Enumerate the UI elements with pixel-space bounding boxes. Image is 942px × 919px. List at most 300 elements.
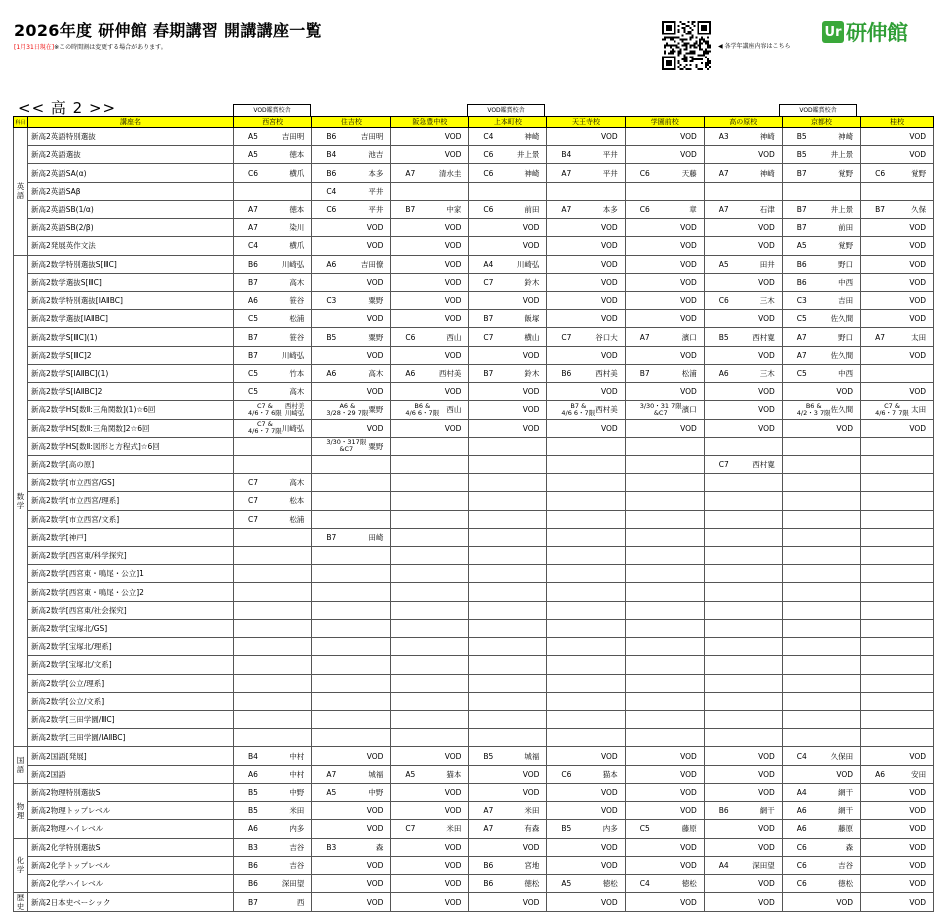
vod-label: VOD (758, 897, 775, 907)
course-name[interactable]: 新高2英語特別選抜 (28, 128, 234, 146)
teacher-name: 松浦 (681, 368, 697, 378)
vod-label: VOD (909, 824, 927, 834)
schedule-cell (312, 237, 391, 255)
class-slot: B5 (561, 824, 572, 834)
schedule-cell (234, 128, 312, 146)
teacher-name: 神崎 (524, 132, 540, 142)
schedule-cell (469, 583, 547, 601)
class-slot: C4 (483, 132, 494, 142)
class-slot: C4 (639, 879, 650, 889)
vod-label: VOD (444, 150, 462, 160)
course-name[interactable]: 新高2英語選抜 (28, 146, 234, 164)
vod-label: VOD (909, 806, 927, 816)
table-row (14, 674, 934, 692)
vod-label: VOD (909, 150, 927, 160)
schedule-cell (625, 437, 704, 455)
course-name[interactable]: 新高2物理トップレベル (28, 802, 234, 820)
schedule-cell (234, 237, 312, 255)
course-name[interactable]: 新高2英語SB(1/α) (28, 200, 234, 218)
schedule-cell (234, 219, 312, 237)
teacher-name: 網干 (838, 806, 854, 816)
course-name[interactable]: 新高2数学S[ⅠAⅡBC](1) (28, 364, 234, 382)
schedule-cell (312, 146, 391, 164)
schedule-cell (782, 838, 860, 856)
schedule-cell (782, 547, 860, 565)
subject-label: 英 語 (14, 128, 28, 256)
teacher-name: 吉田僚 (360, 259, 384, 269)
schedule-cell (861, 310, 934, 328)
schedule-cell (704, 747, 782, 765)
course-name[interactable]: 新高2数学[西宮東/科学探究] (28, 547, 234, 565)
teacher-name: 安田 (911, 769, 927, 779)
vod-label: VOD (444, 860, 462, 870)
schedule-cell (861, 692, 934, 710)
schedule-cell (625, 291, 704, 309)
teacher-name: 宮地 (524, 860, 540, 870)
vod-label: VOD (366, 314, 384, 324)
teacher-name: 川崎弘 (516, 259, 540, 269)
vod-label: VOD (758, 824, 775, 834)
schedule-cell (861, 437, 934, 455)
schedule-cell (312, 565, 391, 583)
vod-label: VOD (680, 806, 697, 816)
schedule-cell (704, 200, 782, 218)
teacher-name: 城福 (524, 751, 540, 761)
school-header: 学園前校 (625, 117, 704, 128)
vod-label: VOD (909, 842, 927, 852)
teacher-name: 中西 (838, 368, 854, 378)
course-name[interactable]: 新高2数学[高の原] (28, 455, 234, 473)
course-name[interactable]: 新高2化学ハイレベル (28, 874, 234, 892)
schedule-cell (234, 601, 312, 619)
schedule-cell (234, 182, 312, 200)
vod-label: VOD (522, 405, 540, 415)
vod-label: VOD (680, 241, 697, 251)
schedule-cell (782, 346, 860, 364)
vod-label: VOD (601, 806, 618, 816)
class-slot: A4 (483, 259, 494, 269)
schedule-cell (391, 200, 469, 218)
schedule-cell (704, 528, 782, 546)
course-name[interactable]: 新高2数学HS[数Ⅱ:三角関数](1)☆6回 (28, 401, 234, 419)
schedule-cell (704, 583, 782, 601)
class-slot: B7 (326, 532, 337, 542)
course-name[interactable]: 新高2国語 (28, 765, 234, 783)
schedule-cell (861, 765, 934, 783)
schedule-cell (547, 547, 625, 565)
teacher-name: 松浦 (289, 514, 305, 524)
schedule-cell (312, 528, 391, 546)
course-name[interactable]: 新高2数学選抜S[ⅢC] (28, 273, 234, 291)
class-slot: C3 (326, 296, 337, 306)
table-row (14, 474, 934, 492)
schedule-cell (469, 674, 547, 692)
vod-label: VOD (909, 277, 927, 287)
teacher-name: 粟野 (368, 405, 384, 415)
schedule-cell (547, 802, 625, 820)
teacher-name: 平井 (368, 186, 384, 196)
teacher-name: 森 (375, 842, 384, 852)
schedule-cell (391, 437, 469, 455)
teacher-name: 濱口 (681, 332, 697, 342)
schedule-cell (782, 492, 860, 510)
schedule-cell (782, 820, 860, 838)
table-row (14, 419, 934, 437)
schedule-cell (469, 729, 547, 747)
teacher-name: 西山 (446, 332, 462, 342)
class-slot: B6 (561, 368, 572, 378)
teacher-name: 神崎 (759, 132, 775, 142)
teacher-name: 野口 (838, 332, 854, 342)
schedule-cell (391, 656, 469, 674)
course-name[interactable]: 新高2日本史ベーシック (28, 893, 234, 912)
schedule-cell (312, 583, 391, 601)
vod-label: VOD (601, 387, 618, 397)
vod-label: VOD (909, 787, 927, 797)
class-slot: B5 (248, 806, 258, 816)
teacher-name: 三木 (759, 368, 775, 378)
schedule-cell (391, 455, 469, 473)
teacher-name: 猫本 (446, 769, 462, 779)
schedule-cell (469, 419, 547, 437)
schedule-cell (861, 346, 934, 364)
vod-label: VOD (366, 806, 384, 816)
course-name[interactable]: 新高2数学[三田学園/ⅠAⅡBC] (28, 729, 234, 747)
course-name[interactable]: 新高2数学[西宮東/社会探究] (28, 601, 234, 619)
vod-label: VOD (522, 787, 540, 797)
schedule-cell (861, 583, 934, 601)
schedule-cell (391, 273, 469, 291)
teacher-name: 高木 (289, 277, 305, 287)
schedule-cell (391, 711, 469, 729)
course-name[interactable]: 新高2数学[市立西宮/文系] (28, 510, 234, 528)
vod-label: VOD (444, 241, 462, 251)
schedule-cell (469, 200, 547, 218)
vod-label: VOD (758, 405, 775, 415)
class-slot: A7 (405, 168, 416, 178)
schedule-cell (547, 200, 625, 218)
school-header: 桂校 (861, 117, 934, 128)
teacher-name: 吉谷 (838, 860, 854, 870)
vod-label: VOD (366, 824, 384, 834)
course-name[interactable]: 新高2数学HS[数Ⅱ:三角関数]2☆6回 (28, 419, 234, 437)
note-text: ※この時間割は変更する場合があります。 (54, 44, 167, 51)
schedule-cell (782, 182, 860, 200)
course-name[interactable]: 新高2数学[市立西宮/理系] (28, 492, 234, 510)
class-slot: C6 (796, 879, 807, 889)
schedule-cell (625, 273, 704, 291)
schedule-cell (625, 200, 704, 218)
schedule-cell (625, 711, 704, 729)
schedule-cell (312, 310, 391, 328)
schedule-cell (469, 638, 547, 656)
class-slot: C7 & 4/6・7 7限 (248, 420, 282, 436)
teacher-name: 米田 (289, 806, 305, 816)
teacher-name: 覚野 (838, 241, 854, 251)
schedule-cell (704, 346, 782, 364)
course-name[interactable]: 新高2数学[宝塚北/文系] (28, 656, 234, 674)
class-slot: A6 & 3/28・29 7限 (326, 401, 369, 417)
schedule-cell (625, 528, 704, 546)
schedule-cell (782, 729, 860, 747)
schedule-cell (625, 765, 704, 783)
schedule-cell (312, 273, 391, 291)
vod-label: VOD (758, 751, 775, 761)
vod-label: VOD (680, 277, 697, 287)
teacher-name: 天藤 (681, 168, 697, 178)
course-name[interactable]: 新高2数学HS[数Ⅱ:図形と方程式]☆6回 (28, 437, 234, 455)
schedule-cell (861, 802, 934, 820)
schedule-cell (861, 510, 934, 528)
schedule-cell (469, 364, 547, 382)
schedule-cell (234, 692, 312, 710)
schedule-cell (469, 128, 547, 146)
table-row (14, 802, 934, 820)
schedule-cell (234, 838, 312, 856)
course-name[interactable]: 新高2数学[公立/理系] (28, 674, 234, 692)
vod-label: VOD (444, 314, 462, 324)
schedule-cell (782, 364, 860, 382)
class-slot: A7 (796, 332, 807, 342)
class-slot: A6 (875, 769, 885, 779)
class-slot: C6 (796, 842, 807, 852)
class-slot: C7 (248, 514, 259, 524)
schedule-cell (391, 474, 469, 492)
teacher-name: 川崎弘 (281, 259, 305, 269)
teacher-name: 西村美 (595, 368, 618, 378)
vod-label: VOD (836, 423, 854, 433)
schedule-cell (391, 310, 469, 328)
teacher-name: 内多 (289, 824, 305, 834)
school-header: 西宮校 (234, 117, 312, 128)
class-slot: C3 (796, 296, 807, 306)
school-header: 上本町校 (469, 117, 547, 128)
schedule-cell (547, 747, 625, 765)
schedule-cell (234, 583, 312, 601)
schedule-cell (469, 219, 547, 237)
class-slot: B4 (326, 150, 337, 160)
schedule-cell (391, 893, 469, 912)
schedule-cell (547, 692, 625, 710)
schedule-cell (547, 164, 625, 182)
course-name[interactable]: 新高2数学[西宮東・鳴尾・公立]2 (28, 583, 234, 601)
schedule-cell (312, 638, 391, 656)
schedule-cell (704, 219, 782, 237)
course-name[interactable]: 新高2数学S[ⅠAⅡBC]2 (28, 383, 234, 401)
teacher-name: 佐久間 (830, 350, 854, 360)
schedule-cell (391, 729, 469, 747)
schedule-cell (547, 437, 625, 455)
table-row (14, 128, 934, 146)
schedule-cell (234, 729, 312, 747)
schedule-cell (861, 455, 934, 473)
schedule-cell (704, 310, 782, 328)
teacher-name: 清水圭 (438, 168, 462, 178)
class-slot: A5 (326, 787, 337, 797)
vod-label: VOD (680, 860, 697, 870)
page-title: 2026年度 研伸館 春期講習 開講講座一覧 (14, 21, 322, 40)
class-slot: C7 (483, 277, 494, 287)
class-slot: B5 (326, 332, 337, 342)
teacher-name: 川崎弘 (281, 350, 305, 360)
teacher-name: 川崎弘 (281, 423, 305, 433)
schedule-cell (782, 255, 860, 273)
schedule-cell (391, 492, 469, 510)
qr-code-icon[interactable] (662, 21, 711, 70)
course-name[interactable]: 新高2発展英作文法 (28, 237, 234, 255)
schedule-cell (704, 893, 782, 912)
class-slot: B7 (483, 368, 494, 378)
schedule-cell (782, 200, 860, 218)
teacher-name: 粟野 (368, 296, 384, 306)
logo (822, 20, 908, 44)
teacher-name: 松浦 (289, 314, 305, 324)
vod-label: VOD (601, 842, 618, 852)
class-slot: B5 (248, 787, 258, 797)
vod-label: VOD (909, 132, 927, 142)
vod-label: VOD (758, 350, 775, 360)
vod-label: VOD (909, 751, 927, 761)
schedule-cell (547, 237, 625, 255)
teacher-name: 前田 (524, 204, 540, 214)
class-slot: C6 (875, 168, 886, 178)
class-slot: C6 (405, 332, 416, 342)
schedule-cell (312, 656, 391, 674)
schedule-cell (234, 510, 312, 528)
table-row (14, 346, 934, 364)
vod-label: VOD (366, 241, 384, 251)
course-name[interactable]: 新高2数学[市立西宮/GS] (28, 474, 234, 492)
vod-label: VOD (680, 350, 697, 360)
course-name[interactable]: 新高2数学S[ⅢC](1) (28, 328, 234, 346)
schedule-cell (625, 219, 704, 237)
course-name[interactable]: 新高2数学S[ⅢC]2 (28, 346, 234, 364)
schedule-cell (625, 547, 704, 565)
course-name[interactable]: 新高2物理ハイレベル (28, 820, 234, 838)
schedule-cell (547, 310, 625, 328)
class-slot: C7 (248, 478, 259, 488)
schedule-cell (782, 455, 860, 473)
schedule-cell (469, 255, 547, 273)
subject-label: 物 理 (14, 783, 28, 838)
course-name[interactable]: 新高2数学特別選抜S[ⅢC] (28, 255, 234, 273)
schedule-cell (469, 310, 547, 328)
schedule-cell (625, 328, 704, 346)
vod-label: VOD (909, 879, 927, 889)
schedule-cell (625, 146, 704, 164)
schedule-cell (861, 146, 934, 164)
vod-label: VOD (601, 296, 618, 306)
vod-label: VOD (444, 277, 462, 287)
logo-mark: Ur (822, 21, 844, 43)
course-name[interactable]: 新高2数学[三田学園/ⅢC] (28, 711, 234, 729)
schedule-cell (547, 510, 625, 528)
schedule-cell (234, 200, 312, 218)
course-name[interactable]: 新高2数学[神戸] (28, 528, 234, 546)
schedule-cell (547, 874, 625, 892)
schedule-cell (391, 820, 469, 838)
schedule-cell (547, 346, 625, 364)
class-slot: C5 (248, 387, 259, 397)
schedule-cell (391, 583, 469, 601)
vod-label: VOD (836, 387, 854, 397)
schedule-cell (704, 383, 782, 401)
schedule-cell (234, 419, 312, 437)
vod-label: VOD (366, 860, 384, 870)
teacher-name: 平井 (602, 150, 618, 160)
class-slot: B7 (483, 314, 494, 324)
course-name[interactable]: 新高2英語SB(2/β) (28, 219, 234, 237)
teacher-name: 粟野 (368, 441, 384, 451)
teacher-name: 吉谷 (289, 842, 305, 852)
teacher-name: 藤原 (681, 824, 697, 834)
schedule-cell (625, 893, 704, 912)
teacher-name: 徳松 (838, 879, 854, 889)
schedule-cell (704, 765, 782, 783)
schedule-cell (782, 783, 860, 801)
course-name[interactable]: 新高2数学[宝塚北/GS] (28, 619, 234, 637)
schedule-cell (234, 711, 312, 729)
schedule-cell (861, 474, 934, 492)
course-name[interactable]: 新高2物理特別選抜S (28, 783, 234, 801)
course-name[interactable]: 新高2数学選抜[ⅠAⅡBC] (28, 310, 234, 328)
schedule-cell (469, 619, 547, 637)
class-slot: B6 (326, 168, 337, 178)
class-slot: C6 (248, 168, 259, 178)
schedule-cell (312, 383, 391, 401)
vod-label: VOD (680, 897, 697, 907)
teacher-name: 吉田明 (360, 132, 384, 142)
class-slot: B6 & 4/6 6・7限 (405, 401, 440, 417)
schedule-cell (861, 128, 934, 146)
course-name[interactable]: 新高2数学特別選抜[ⅠAⅡBC] (28, 291, 234, 309)
course-name[interactable]: 新高2数学[西宮東・鳴尾・公立]1 (28, 565, 234, 583)
class-slot: B7 & 4/6 6・7限 (561, 401, 596, 417)
schedule-cell (312, 328, 391, 346)
vod-label: VOD (680, 787, 697, 797)
schedule-cell (625, 674, 704, 692)
course-name[interactable]: 新高2英語SA(α) (28, 164, 234, 182)
course-name[interactable]: 新高2化学特別選抜S (28, 838, 234, 856)
teacher-name: 久保田 (830, 751, 854, 761)
schedule-cell (312, 820, 391, 838)
schedule-cell (861, 328, 934, 346)
vod-label: VOD (601, 751, 618, 761)
class-slot: B4 (561, 150, 572, 160)
teacher-name: 井上景 (830, 204, 854, 214)
course-name[interactable]: 新高2英語SAβ (28, 182, 234, 200)
class-slot: A5 (248, 132, 258, 142)
course-name[interactable]: 新高2数学[公立/文系] (28, 692, 234, 710)
vod-label: VOD (444, 259, 462, 269)
table-row (14, 328, 934, 346)
schedule-cell (625, 346, 704, 364)
schedule-cell (625, 455, 704, 473)
schedule-cell (861, 638, 934, 656)
teacher-name: 西山 (446, 405, 462, 415)
class-slot: B6 & 4/2・3 7限 (796, 401, 831, 417)
course-name[interactable]: 新高2数学[宝塚北/理系] (28, 638, 234, 656)
course-name[interactable]: 新高2化学トップレベル (28, 856, 234, 874)
schedule-cell (312, 838, 391, 856)
schedule-cell (469, 510, 547, 528)
school-header: 阪急豊中校 (391, 117, 469, 128)
teacher-name: 網干 (838, 787, 854, 797)
vod-label: VOD (909, 223, 927, 233)
schedule-cell (782, 674, 860, 692)
course-name[interactable]: 新高2国語[発展] (28, 747, 234, 765)
schedule-cell (312, 692, 391, 710)
